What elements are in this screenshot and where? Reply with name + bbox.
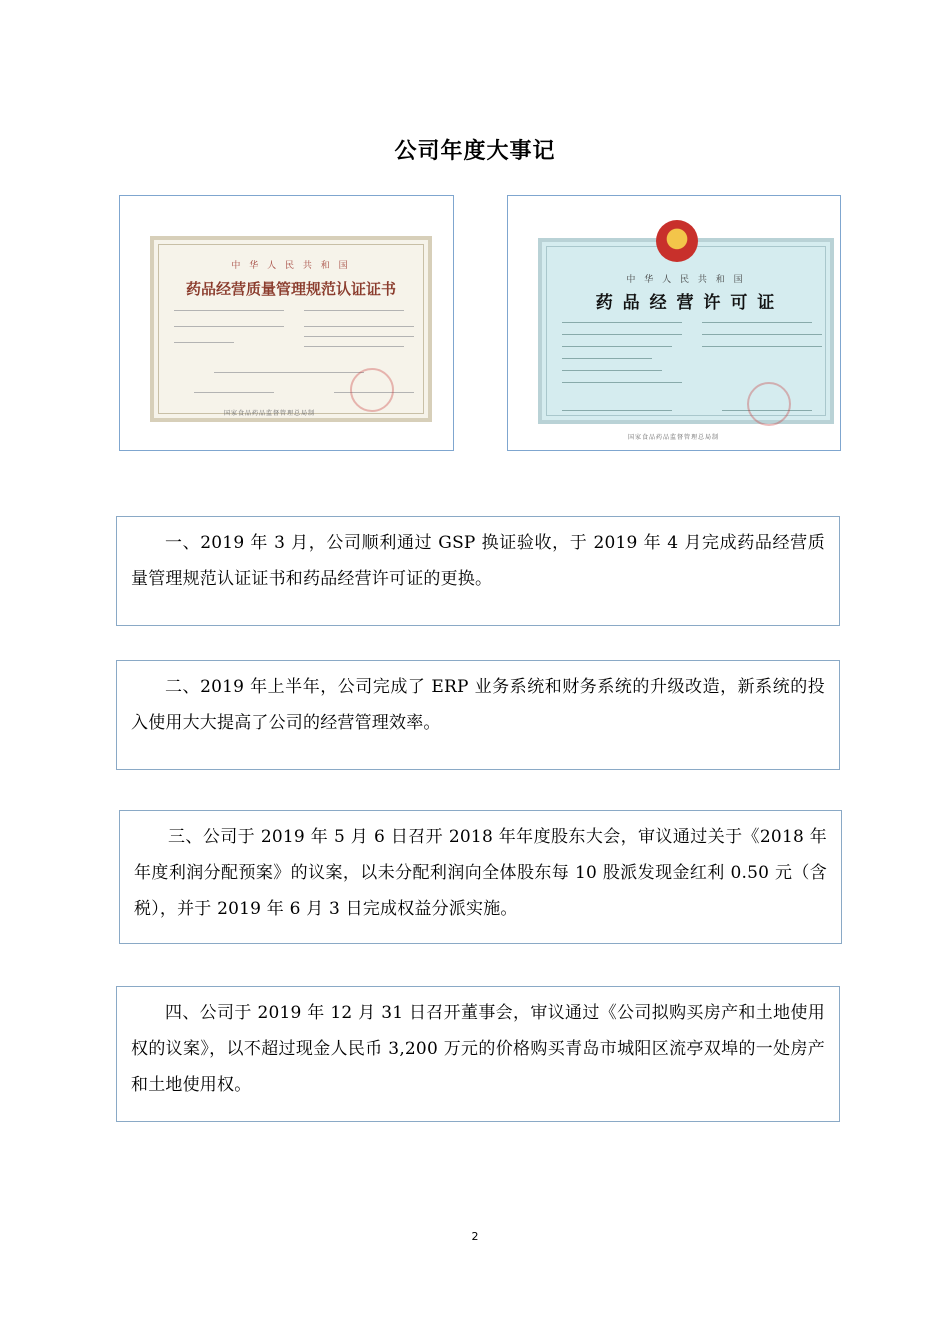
official-seal-icon: [350, 368, 394, 412]
certificate-issuer: 国家食品药品监督管理总局制: [628, 434, 720, 441]
event-text: 一、2019 年 3 月，公司顺利通过 GSP 换证验收，于 2019 年 4 月完成药品经营质量管理规范认证证书和药品经营许可证的更换。: [131, 533, 825, 589]
certificate-issuer: 国家食品药品监督管理总局制: [224, 410, 316, 417]
event-box-1: [116, 516, 840, 626]
event-box-3: [119, 810, 842, 944]
page-number: 2: [471, 1230, 479, 1243]
event-text: 三、公司于 2019 年 5 月 6 日召开 2018 年年度股东大会，审议通过关于《2018 年年度利润分配预案》的议案，以未分配利润向全体股东每 10 股派发现金红利 0.50 元（含税），并于 2019 年 6 月 3 日完成权益分派实施。: [134, 827, 827, 919]
certificate-country: 中 华 人 民 共 和 国: [626, 275, 746, 285]
event-text: 二、2019 年上半年，公司完成了 ERP 业务系统和财务系统的升级改造，新系统的投入使用大大提高了公司的经营管理效率。: [131, 677, 825, 733]
business-license-photo: [507, 195, 841, 451]
event-box-2: [116, 660, 840, 770]
event-text: 四、公司于 2019 年 12 月 31 日召开董事会，审议通过《公司拟购买房产和土地使用权的议案》，以不超过现金人民币 3,200 万元的价格购买青岛市城阳区流亭双埠的一处房产和土地使用权。: [131, 1003, 825, 1095]
gsp-certificate-photo: [119, 195, 454, 451]
business-license: [538, 238, 834, 441]
event-box-4: [116, 986, 840, 1122]
official-seal-icon: [747, 382, 791, 426]
certificate-name: 药 品 经 营 许 可 证: [595, 293, 777, 313]
page-title: 公司年度大事记: [394, 139, 556, 164]
gsp-certificate: [150, 236, 432, 422]
national-emblem-icon: [656, 220, 698, 262]
certificate-country: 中 华 人 民 共 和 国: [231, 261, 351, 271]
certificate-name: 药品经营质量管理规范认证证书: [185, 280, 396, 298]
